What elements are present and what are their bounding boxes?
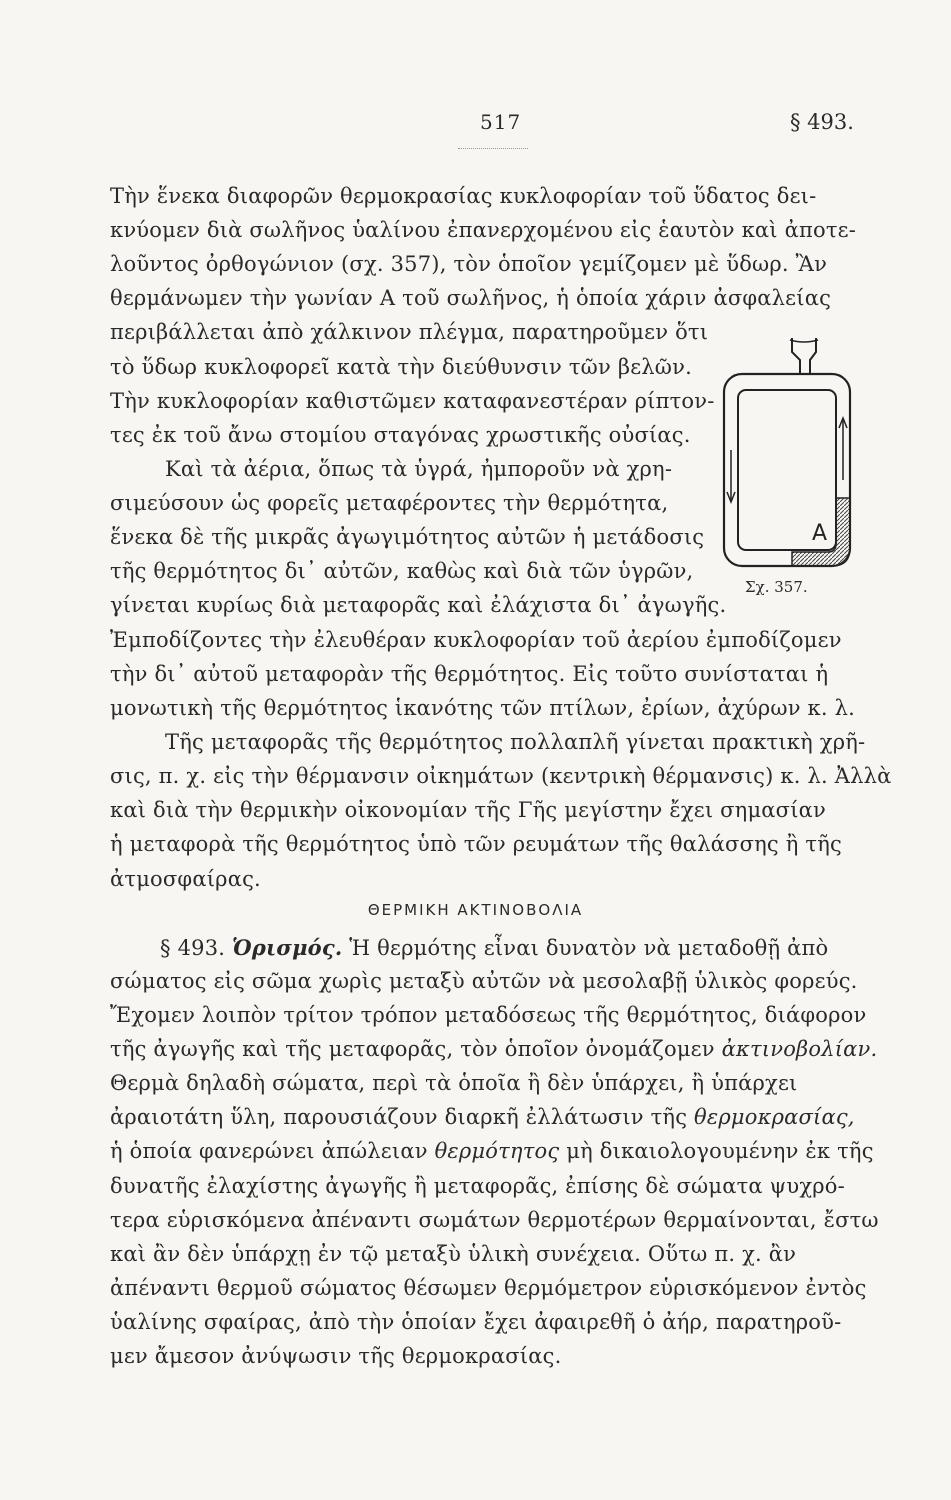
text-line: σιμεύσουν ὡς φορεῖς μεταφέροντες τὴν θερμότητα, <box>110 491 669 515</box>
text-line: ὑαλίνης σφαίρας, ἀπὸ τὴν ὁποίαν ἔχει ἀφαιρεθῆ ὁ ἀήρ, παρατηροῦ- <box>110 1310 842 1334</box>
text-line <box>110 1036 877 1063</box>
text-fragment: ἡ ὁποία φανερώνει ἀπώλειαν <box>110 1139 428 1163</box>
text-line: περιβάλλεται ἀπὸ χάλκινον πλέγμα, παρατηροῦμεν ὅτι <box>110 320 709 344</box>
text-line: ἕνεκα δὲ τῆς μικρᾶς ἀγωγιμότητος αὐτῶν ἡ μετάδοσις <box>110 525 705 549</box>
down-arrow-icon <box>727 450 735 502</box>
text-line: Ἔχομεν λοιπὸν τρίτον τρόπον μεταδόσεως τῆς θερμότητος, διάφορον <box>110 1003 867 1027</box>
text-fragment: ἀραιοτάτη ὕλη, παρουσιάζουν διαρκῆ ἐλλάτωσιν τῆς <box>110 1105 688 1129</box>
text-line: τες ἐκ τοῦ ἄνω στομίου σταγόνας χρωστικῆς οὐσίας. <box>110 423 691 447</box>
up-arrow-icon <box>839 418 847 480</box>
text-line: λοῦντος ὀρθογώνιον (σχ. 357), τὸν ὁποῖον γεμίζομεν μὲ ὕδωρ. Ἂν <box>110 252 828 276</box>
text-line: ἀπέναντι θερμοῦ σώματος θέσωμεν θερμόμετρον εὑρισκόμενον ἐντὸς <box>110 1276 867 1300</box>
italic-term: ἀκτινοβολίαν. <box>721 1037 878 1061</box>
text-line: καὶ ἂν δὲν ὑπάρχῃ ἐν τῷ μεταξὺ ὑλικὴ συνέχεια. Οὕτω π. χ. ἂν <box>110 1242 797 1266</box>
header-rule <box>458 148 528 149</box>
text-line: γίνεται κυρίως διὰ μεταφορᾶς καὶ ἐλάχιστα δι᾽ ἀγωγῆς. <box>110 593 727 617</box>
text-line: τὸ ὕδωρ κυκλοφορεῖ κατὰ τὴν διεύθυνσιν τῶν βελῶν. <box>110 355 692 379</box>
text-fragment: τῆς ἀγωγῆς καὶ τῆς μεταφορᾶς, τὸν ὁποῖον ὀνομάζομεν <box>110 1037 715 1061</box>
text-line: σώματος εἰς σῶμα χωρὶς μεταξὺ αὐτῶν νὰ μεσολαβῇ ὑλικὸς φορεύς. <box>110 969 858 993</box>
text-line: τὴν δι᾽ αὐτοῦ μεταφορὰν τῆς θερμότητος. Εἰς τοῦτο συνίσταται ἡ <box>110 662 829 686</box>
tube-figure <box>720 330 860 600</box>
text-line: καὶ διὰ τὴν θερμικὴν οἰκονομίαν τῆς Γῆς μεγίστην ἔχει σημασίαν <box>110 798 827 822</box>
section-ref: § 493. <box>160 936 226 960</box>
italic-term: θερμοκρασίας, <box>694 1105 855 1129</box>
text-line: δυνατῆς ἐλαχίστης ἀγωγῆς ἢ μεταφορᾶς, ἐπίσης δὲ σώματα ψυχρό- <box>110 1174 845 1198</box>
text-line: ἀτμοσφαίρας. <box>110 867 261 891</box>
text-line <box>110 1138 874 1165</box>
tube-outer <box>724 374 850 566</box>
text-line: κνύομεν διὰ σωλῆνος ὑαλίνου ἐπανερχομένου εἰς ἑαυτὸν καὶ ἀποτε- <box>110 218 857 242</box>
text-line: τερα εὑρισκόμενα ἀπέναντι σωμάτων θερμοτέρων θερμαίνονται, ἔστω <box>110 1208 879 1232</box>
section-mark: § 493. <box>790 110 854 134</box>
italic-term: θερμότητος <box>434 1139 560 1163</box>
definition-term: Ὁρισμός. <box>232 935 343 960</box>
text-line: Ἐμποδίζοντες τὴν ἐλευθέραν κυκλοφορίαν τοῦ ἀερίου ἐμποδίζομεν <box>110 628 842 652</box>
text-line <box>110 1104 855 1131</box>
text-line: θερμάνωμεν τὴν γωνίαν Α τοῦ σωλῆνος, ἡ ὁποία χάριν ἀσφαλείας <box>110 286 832 310</box>
text-line: τῆς θερμότητος δι᾽ αὐτῶν, καθὼς καὶ διὰ τῶν ὑγρῶν, <box>110 559 694 583</box>
tube-opening <box>792 338 816 375</box>
text-line: σις, π. χ. εἰς τὴν θέρμανσιν οἰκημάτων (κεντρικὴ θέρμανσις) κ. λ. Ἀλλὰ <box>110 764 892 788</box>
text-line: ἡ μεταφορὰ τῆς θερμότητος ὑπὸ τῶν ρευμάτων τῆς θαλάσσης ἢ τῆς <box>110 832 842 856</box>
figure-caption: Σχ. 357. <box>745 578 808 596</box>
corner-letter: A <box>812 521 828 546</box>
text-line: Τὴν κυκλοφορίαν καθιστῶμεν καταφανεστέραν ρίπτον- <box>110 389 715 413</box>
text-line: μονωτικὴ τῆς θερμότητος ἱκανότης τῶν πτίλων, ἐρίων, ἀχύρων κ. λ. <box>110 696 856 720</box>
section-heading: ΘΕΡΜΙΚΗ ΑΚΤΙΝΟΒΟΛΙΑ <box>367 901 584 919</box>
tube-opening-rim <box>790 340 818 342</box>
text-line: Καὶ τὰ ἀέρια, ὅπως τὰ ὑγρά, ἠμποροῦν νὰ χρη- <box>165 457 673 481</box>
text-line: μεν ἄμεσον ἀνύψωσιν τῆς θερμοκρασίας. <box>110 1344 562 1368</box>
text-line <box>160 934 828 962</box>
page-number: 517 <box>480 110 522 134</box>
text-line: Θερμὰ δηλαδὴ σώματα, περὶ τὰ ὁποῖα ἢ δὲν ὑπάρχει, ἢ ὑπάρχει <box>110 1071 798 1095</box>
text-fragment: Ἡ θερμότης εἶναι δυνατὸν νὰ μεταδοθῇ ἀπὸ <box>349 936 829 960</box>
text-line: Τῆς μεταφορᾶς τῆς θερμότητος πολλαπλῆ γίνεται πρακτικὴ χρῆ- <box>165 730 866 754</box>
text-fragment: μὴ δικαιολογουμένην ἐκ τῆς <box>566 1139 874 1163</box>
text-line: Τὴν ἕνεκα διαφορῶν θερμοκρασίας κυκλοφορίαν τοῦ ὕδατος δει- <box>110 184 817 208</box>
